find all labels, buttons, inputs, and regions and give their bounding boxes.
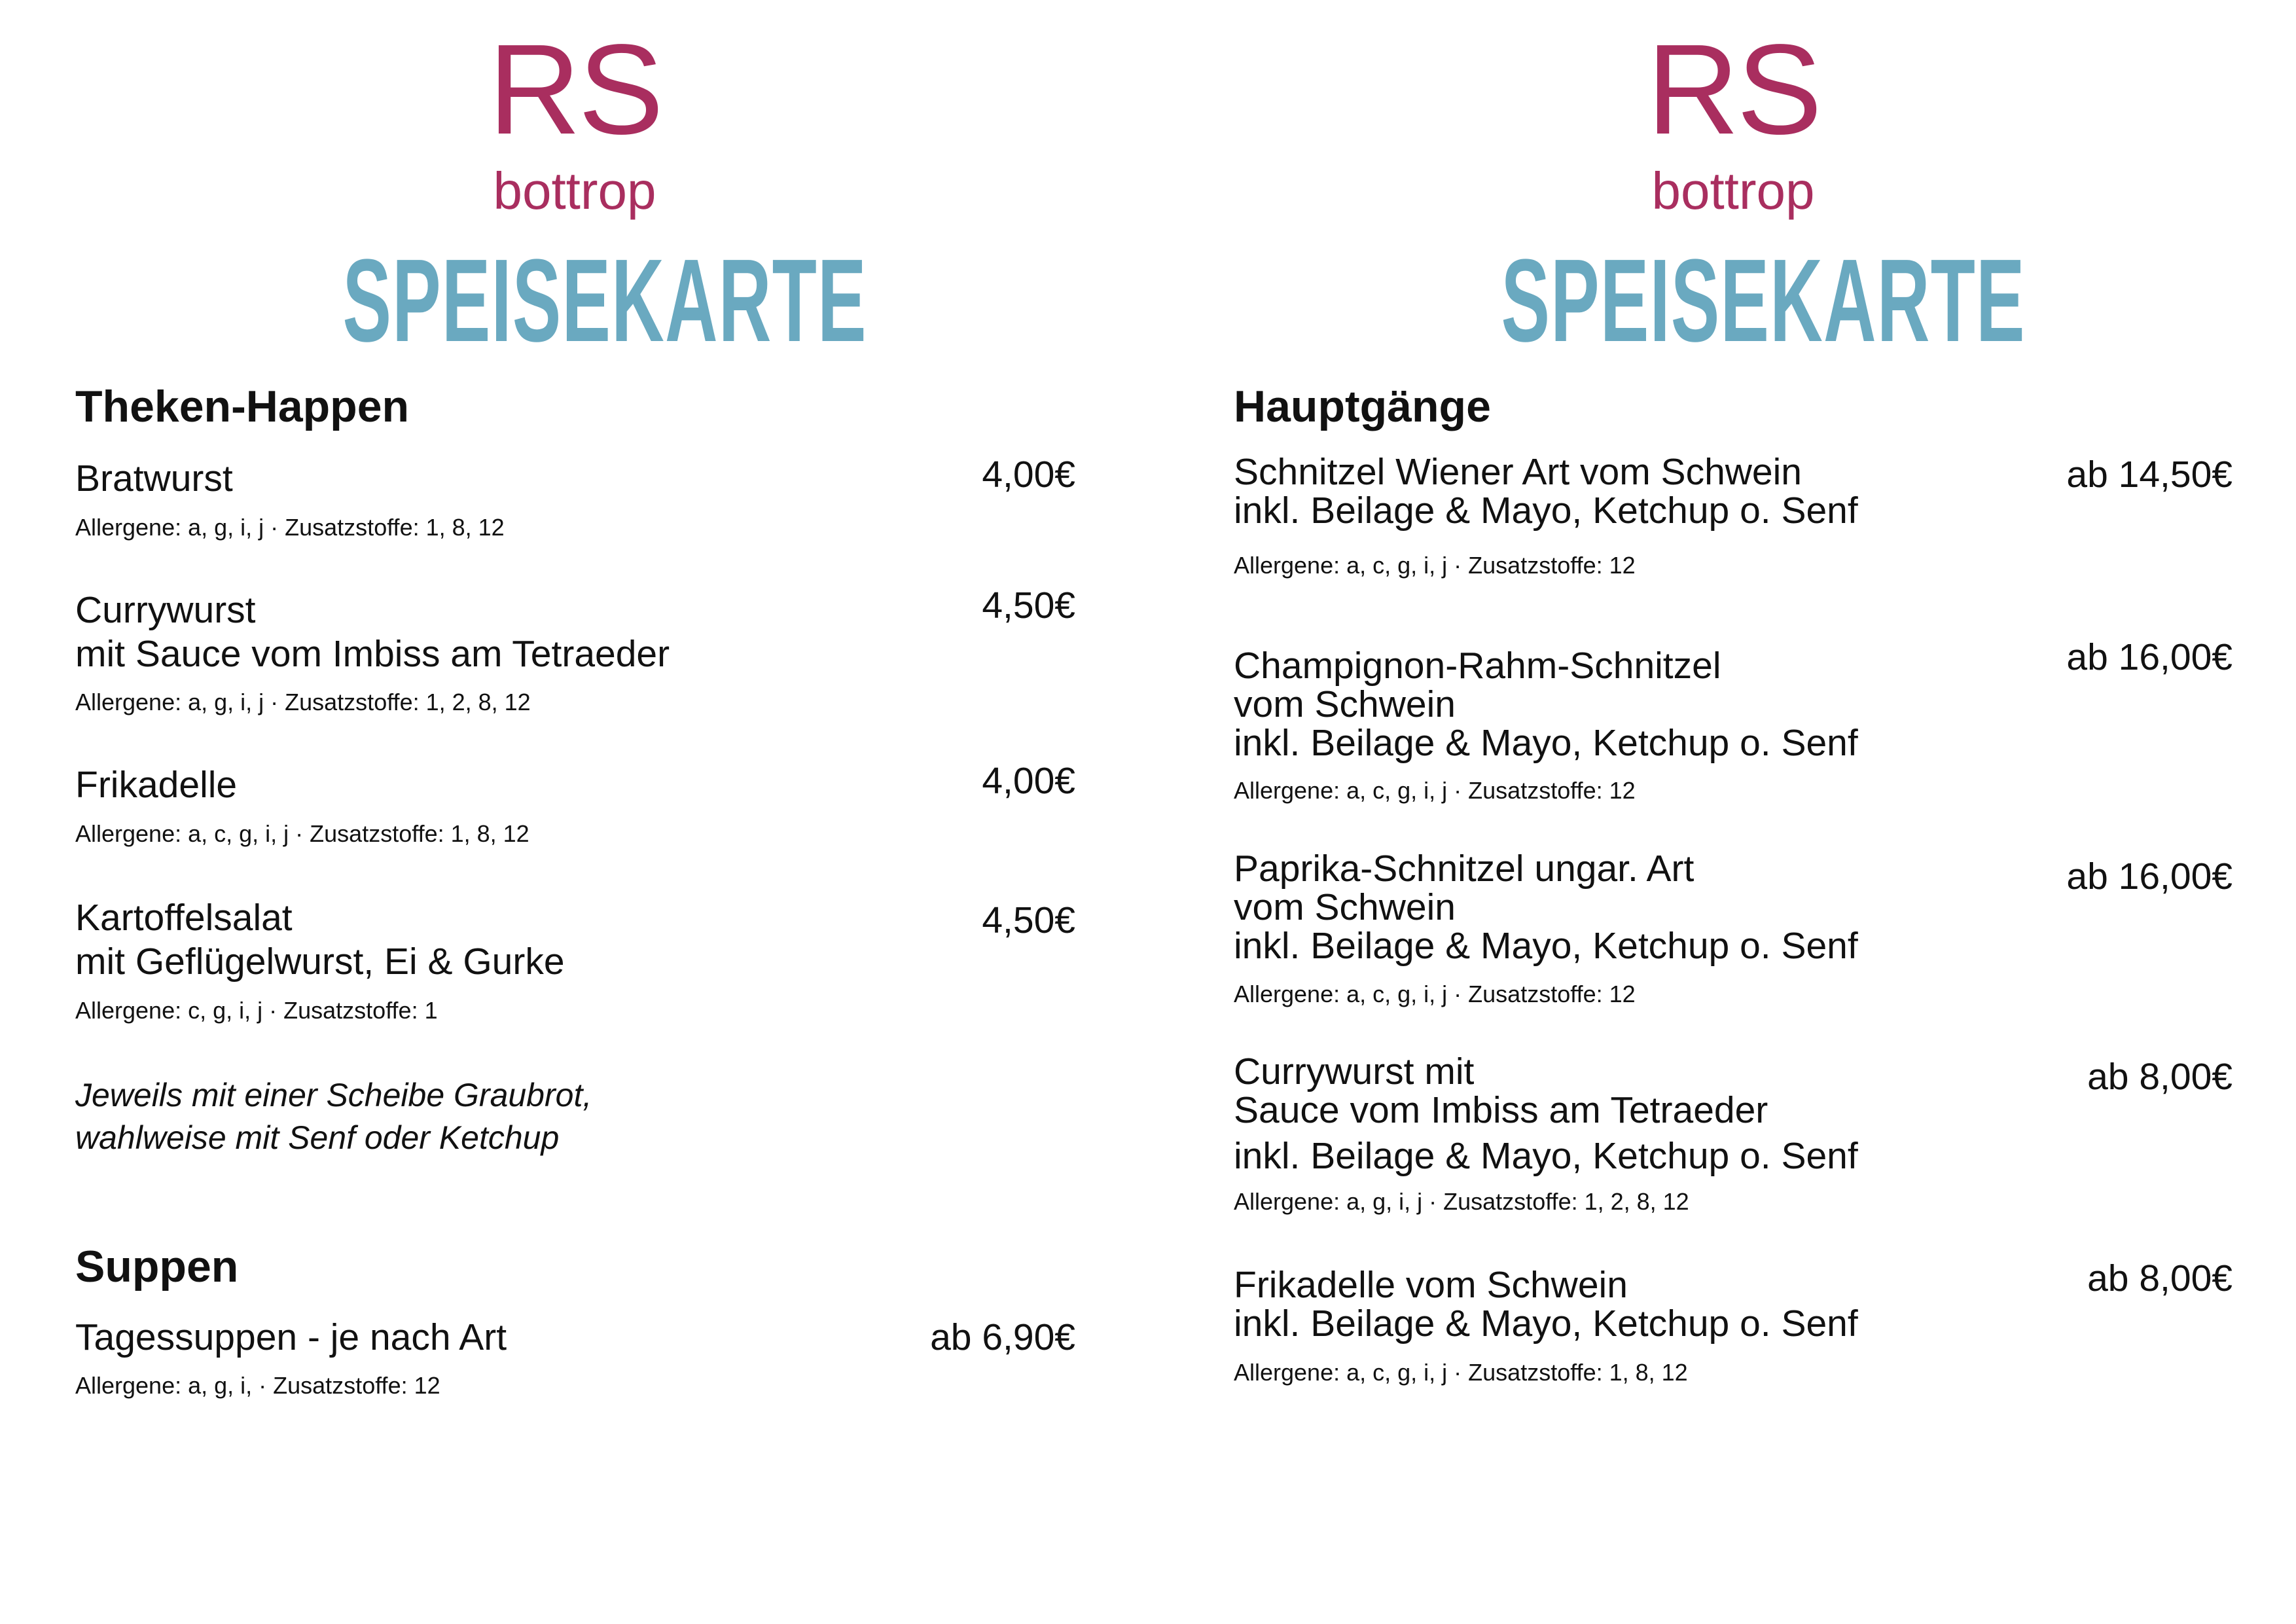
item-price: ab 16,00€: [2066, 856, 2233, 897]
item-name: Bratwurst: [75, 458, 233, 499]
item-price: ab 14,50€: [2066, 454, 2233, 496]
item-name-line: inkl. Beilage & Mayo, Ketchup o. Senf: [1234, 925, 1858, 967]
item-allergens: Allergene: c, g, i, j · Zusatzstoffe: 1: [75, 997, 438, 1024]
section-heading: Hauptgänge: [1234, 382, 1491, 431]
logo-city: bottrop: [1651, 162, 1815, 220]
item-name-line: inkl. Beilage & Mayo, Ketchup o. Senf: [1234, 1135, 1858, 1177]
item-allergens: Allergene: a, g, i, j · Zusatzstoffe: 1, 2, 8, 12: [1234, 1188, 1689, 1215]
item-allergens: Allergene: a, c, g, i, j · Zusatzstoffe: 12: [1234, 552, 1636, 579]
item-name-line: inkl. Beilage & Mayo, Ketchup o. Senf: [1234, 722, 1858, 764]
item-price: 4,50€: [982, 585, 1075, 626]
menu-title: SPEISEKARTE: [1501, 235, 2026, 367]
item-allergens: Allergene: a, g, i, · Zusatzstoffe: 12: [75, 1372, 440, 1399]
item-name: Frikadelle: [75, 764, 238, 806]
item-allergens: Allergene: a, c, g, i, j · Zusatzstoffe: 1, 8, 12: [1234, 1359, 1688, 1386]
item-price: ab 6,90€: [930, 1316, 1075, 1358]
section-heading: Theken-Happen: [75, 382, 410, 431]
item-allergens: Allergene: a, c, g, i, j · Zusatzstoffe: 1, 8, 12: [75, 820, 529, 847]
section-heading: Suppen: [75, 1242, 239, 1291]
item-name: Tagessuppen - je nach Art: [75, 1316, 507, 1358]
item-name-line: mit Geflügelwurst, Ei & Gurke: [75, 941, 565, 983]
item-price: 4,50€: [982, 899, 1075, 941]
item-name-line: mit Sauce vom Imbiss am Tetraeder: [75, 633, 670, 675]
serving-note: Jeweils mit einer Scheibe Graubrot,: [75, 1077, 592, 1113]
item-allergens: Allergene: a, c, g, i, j · Zusatzstoffe: 12: [1234, 777, 1636, 804]
item-name: Kartoffelsalat: [75, 897, 293, 939]
menu-title: SPEISEKARTE: [342, 235, 867, 367]
item-name: Frikadelle vom Schwein: [1234, 1264, 1628, 1306]
item-price: 4,00€: [982, 760, 1075, 802]
item-name: Schnitzel Wiener Art vom Schwein: [1234, 451, 1802, 493]
item-price: ab 8,00€: [2087, 1056, 2233, 1098]
item-name-line: Sauce vom Imbiss am Tetraeder: [1234, 1089, 1768, 1131]
item-price: ab 8,00€: [2087, 1257, 2233, 1299]
serving-note-line: wahlweise mit Senf oder Ketchup: [75, 1119, 560, 1156]
logo-rs: RS: [1646, 18, 1820, 161]
item-name: Currywurst: [75, 589, 256, 631]
item-name-line: inkl. Beilage & Mayo, Ketchup o. Senf: [1234, 1303, 1858, 1344]
logo-city: bottrop: [493, 162, 656, 220]
item-name-line: vom Schwein: [1234, 886, 1456, 928]
item-price: 4,00€: [982, 454, 1075, 496]
item-name: Champignon-Rahm-Schnitzel: [1234, 645, 1721, 687]
item-name: Paprika-Schnitzel ungar. Art: [1234, 848, 1695, 890]
item-name: Currywurst mit: [1234, 1051, 1475, 1092]
item-price: ab 16,00€: [2066, 636, 2233, 678]
item-name-line: vom Schwein: [1234, 683, 1456, 725]
item-allergens: Allergene: a, g, i, j · Zusatzstoffe: 1, 2, 8, 12: [75, 689, 531, 715]
item-allergens: Allergene: a, g, i, j · Zusatzstoffe: 1, 8, 12: [75, 514, 505, 541]
item-name-line: inkl. Beilage & Mayo, Ketchup o. Senf: [1234, 490, 1858, 532]
item-allergens: Allergene: a, c, g, i, j · Zusatzstoffe: 12: [1234, 981, 1636, 1007]
logo-rs: RS: [488, 18, 662, 161]
